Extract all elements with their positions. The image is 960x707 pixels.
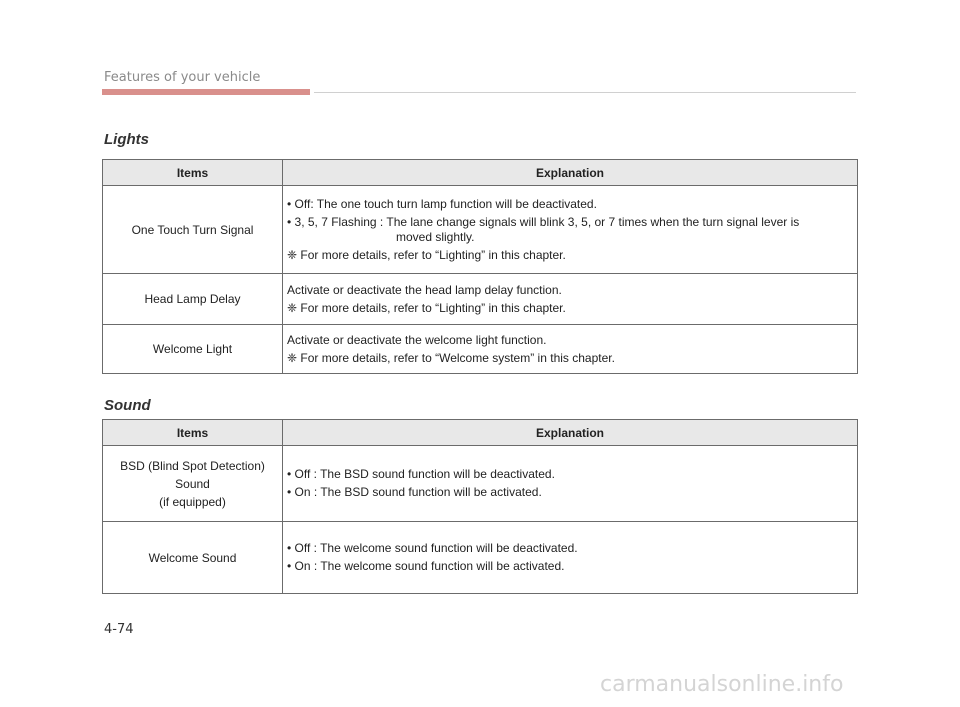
column-header-items: Items bbox=[103, 420, 283, 446]
table-row bbox=[103, 325, 858, 374]
table-row bbox=[103, 446, 858, 522]
explanation-line: • Off : The welcome sound function will be deactivated. bbox=[287, 541, 578, 555]
table-row bbox=[103, 274, 858, 325]
explanation-note: ❈ For more details, refer to “Welcome system” in this chapter. bbox=[287, 350, 615, 365]
lights-table bbox=[102, 159, 858, 374]
explanation-cell bbox=[283, 274, 858, 325]
explanation-cell bbox=[283, 522, 858, 594]
table-header-row bbox=[103, 420, 858, 446]
column-header-items: Items bbox=[103, 160, 283, 186]
page-header-title: Features of your vehicle bbox=[104, 70, 261, 85]
column-header-explanation: Explanation bbox=[283, 420, 858, 446]
item-line: (if equipped) bbox=[159, 494, 226, 509]
section-title-sound: Sound bbox=[104, 397, 151, 414]
section-title-lights: Lights bbox=[104, 131, 149, 148]
column-header-explanation: Explanation bbox=[283, 160, 858, 186]
table-row bbox=[103, 522, 858, 594]
table-header-row bbox=[103, 160, 858, 186]
explanation-line: • 3, 5, 7 Flashing : The lane change signals will blink 3, 5, or 7 times when the turn signal lever is bbox=[287, 214, 800, 229]
explanation-line: • Off : The BSD sound function will be deactivated. bbox=[287, 467, 555, 481]
explanation-line: Activate or deactivate the welcome light function. bbox=[287, 332, 547, 347]
item-line: Sound bbox=[175, 476, 210, 491]
item-line: BSD (Blind Spot Detection) bbox=[120, 458, 265, 473]
item-cell: Head Lamp Delay bbox=[103, 274, 283, 325]
item-cell bbox=[103, 446, 283, 522]
table-row bbox=[103, 186, 858, 274]
explanation-cell bbox=[283, 325, 858, 374]
explanation-line: • On : The BSD sound function will be activated. bbox=[287, 485, 542, 499]
header-divider bbox=[314, 92, 856, 93]
explanation-line: • On : The welcome sound function will be activated. bbox=[287, 559, 565, 573]
sound-table bbox=[102, 419, 858, 594]
explanation-line: Activate or deactivate the head lamp delay function. bbox=[287, 282, 562, 297]
watermark: carmanualsonline.info bbox=[600, 672, 844, 697]
explanation-line: • Off: The one touch turn lamp function will be deactivated. bbox=[287, 196, 597, 211]
page-number: 4-74 bbox=[104, 622, 134, 637]
item-cell: Welcome Light bbox=[103, 325, 283, 374]
item-cell: Welcome Sound bbox=[103, 522, 283, 594]
explanation-line: moved slightly. bbox=[396, 229, 475, 244]
explanation-note: ❈ For more details, refer to “Lighting” in this chapter. bbox=[287, 300, 566, 315]
explanation-cell bbox=[283, 446, 858, 522]
explanation-cell bbox=[283, 186, 858, 274]
item-cell: One Touch Turn Signal bbox=[103, 186, 283, 274]
explanation-note: ❈ For more details, refer to “Lighting” in this chapter. bbox=[287, 247, 566, 262]
header-accent-bar bbox=[102, 89, 310, 95]
